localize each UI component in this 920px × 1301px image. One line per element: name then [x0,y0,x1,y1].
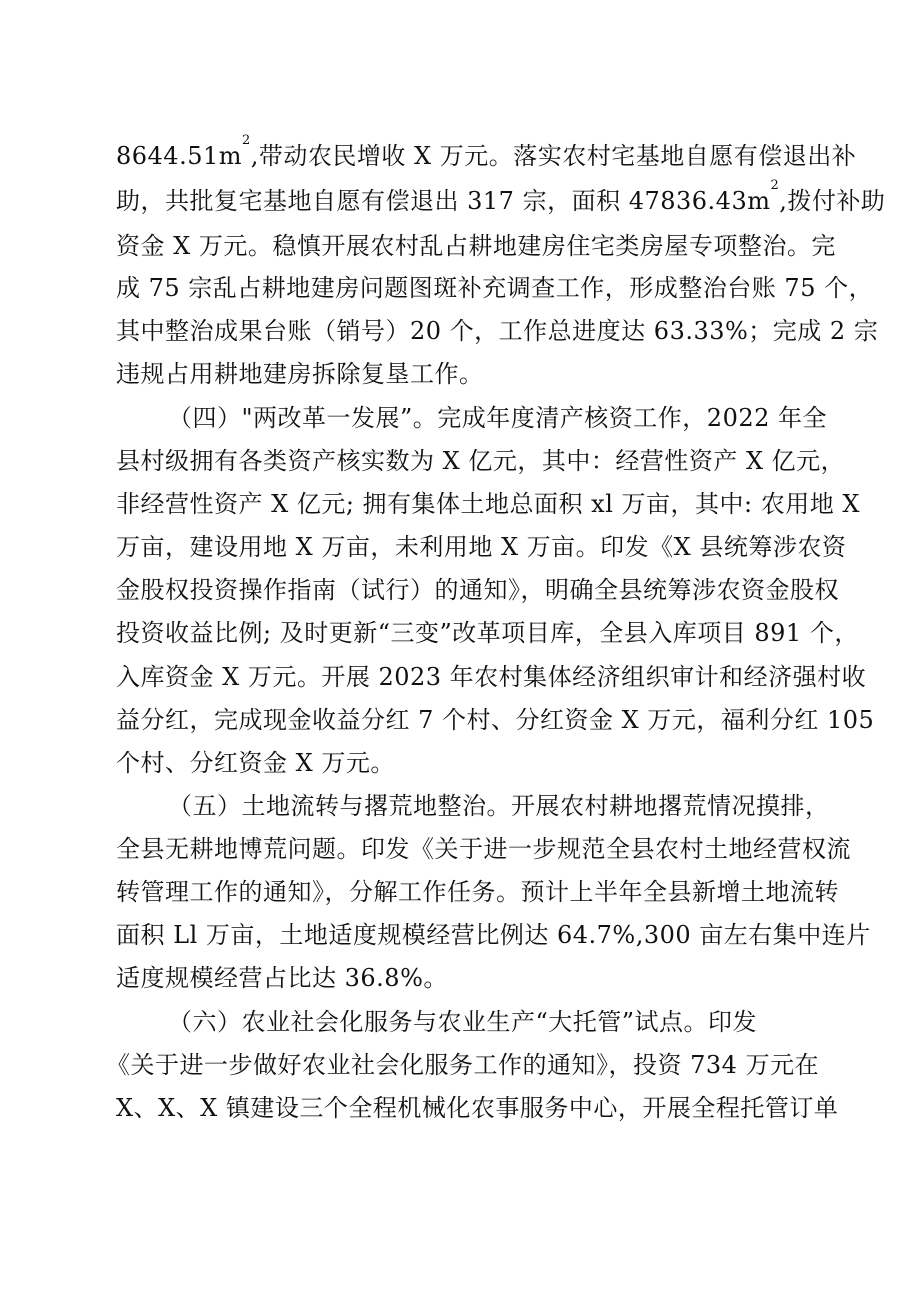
text-line-22: 《关于进一步做好农业社会化服务工作的通知》，投资 734 万元在 [106,1051,820,1079]
text-line-11: 金股权投资操作指南（试行）的通知》，明确全县统筹涉农资金股权 [116,576,839,604]
text-line-9: 非经营性资产 X 亿元; 拥有集体土地总面积 xl 万亩，其中: 农用地 X [116,490,860,518]
text-line-1: $8644.51m^2$,带动农民增收 X 万元。落实农村宅基地自愿有偿退出补 [116,133,857,170]
text-line-18: 转管理工作的通知》，分解工作任务。预计上半年全县新增土地流转 [116,878,839,906]
text-line-19: 面积 Ll 万亩，土地适度规模经营比例达 64.7%,300 亩左右集中连片 [116,921,871,949]
text-line-3: 资金 X 万元。稳慎开展农村乱占耕地建房住宅类房屋专项整治。完 [116,232,836,260]
text-line-15: 个村、分红资金 X 万元。 [116,749,395,777]
section-heading-6: （六）农业社会化服务与农业生产“大托管”试点。印发 [168,1008,758,1036]
text-line-12: 投资收益比例; 及时更新“三变”改革项目库，全县入库项目 891 个， [116,619,859,647]
section-heading-4: （四）"两改革一发展”。完成年度清产核资工作，2022 年全 [168,404,828,432]
text-line-2: 助，共批复宅基地自愿有偿退出 317 宗，面积 $47836.43m^2$,拨付补助 [116,178,886,215]
section-heading-5: （五）土地流转与撂荒地整治。开展农村耕地撂荒情况摸排， [168,792,830,820]
text-line-8: 县村级拥有各类资产核实数为 X 亿元，其中：经营性资产 X 亿元， [116,447,846,475]
text-line-6: 违规占用耕地建房拆除复垦工作。 [116,360,484,388]
text-line-10: 万亩，建设用地 X 万亩，未利用地 X 万亩。印发《X 县统筹涉农资 [116,533,847,561]
text-line-5: 其中整治成果台账（销号）20 个，工作总进度达 63.33%；完成 2 宗 [116,317,879,345]
text-line-17: 全县无耕地博荒问题。印发《关于进一步规范全县农村土地经营权流 [116,835,851,863]
text-line-4: 成 75 宗乱占耕地建房问题图斑补充调查工作，形成整治台账 75 个， [116,274,874,302]
text-line-14: 益分红，完成现金收益分红 7 个村、分红资金 X 万元，福利分红 105 [116,706,875,734]
text-line-23: X、X、X 镇建设三个全程机械化农事服务中心，开展全程托管订单 [116,1094,839,1122]
text-line-20: 适度规模经营占比达 36.8%。 [116,964,448,992]
text-line-13: 入库资金 X 万元。开展 2023 年农村集体经济组织审计和经济强村收 [116,663,867,691]
